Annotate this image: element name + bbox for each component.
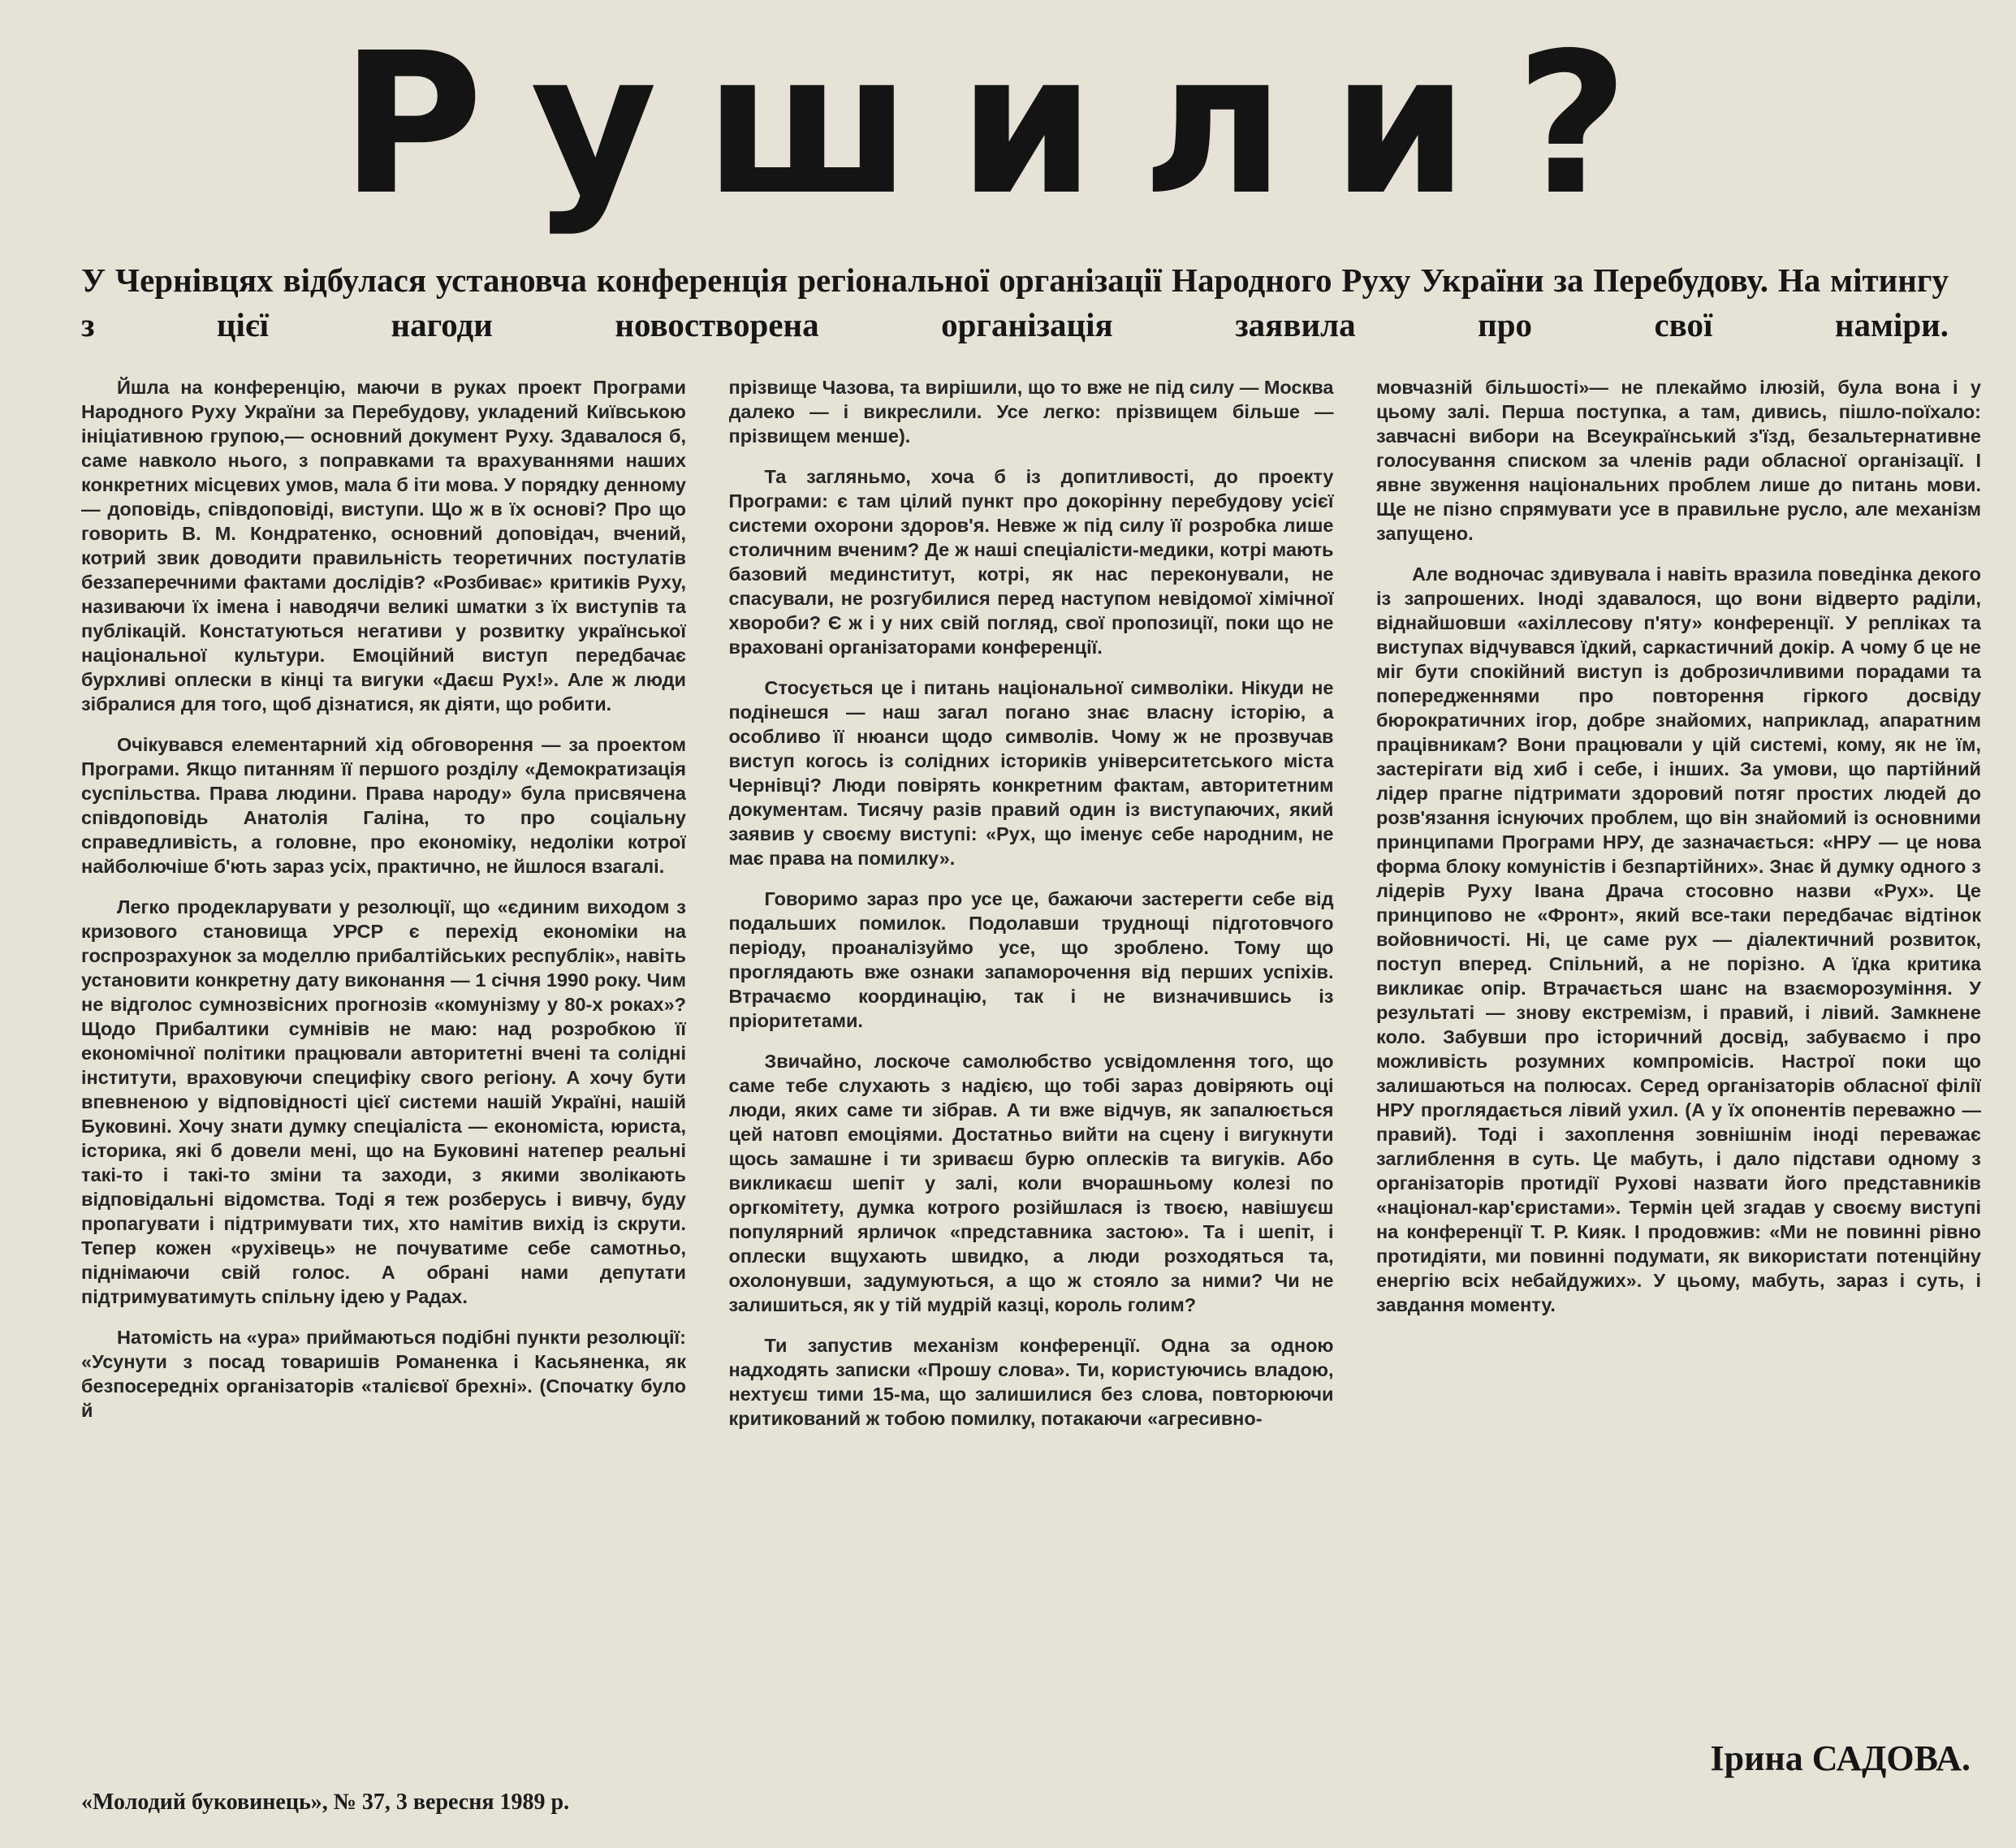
article-column-1	[81, 375, 686, 1772]
author-signature: Ірина САДОВА.	[1710, 1738, 1971, 1778]
paragraph: Та загляньмо, хоча б із допитливості, до проекту Програми: є там цілий пункт про докорінну перебудову усієї системи охорони здоров'я. Невже ж під силу її розробка лише столичним вченим? Де ж наші спеціалісти-медики, котрі мають базовий мединститут, котрі, як нас переконували, не спасували, не розгубилися перед наступом невідомої хімічної хвороби? Є ж і у них свій погляд, свої пропозиції, поки що не враховані організаторами конференції.	[728, 466, 1334, 658]
headline: Рушили?	[340, 11, 1676, 238]
article-columns	[81, 375, 1981, 1772]
paragraph: Стосується це і питань національної символіки. Нікуди не подінешся — наш загал погано знає власну історію, а особливо її нюанси щодо символів. Чому ж не прозвучав виступ когось із солідних істориків університетського міста Чернівці? Люди повірять конкретним фактам, авторитетним документам. Тисячу разів правий один із виступаючих, який заявив у своєму виступі: «Рух, що іменує себе народним, не має права на помилку».	[728, 677, 1334, 869]
article-column-2	[729, 375, 1334, 1772]
paragraph: Звичайно, лоскоче самолюбство усвідомлення того, що саме тебе слухають з надією, що тобі зараз довіряють оці люди, яких саме ти зібрав. А ти вже відчув, як запалюється цей натовп емоціями. Достатньо вийти на сцену і вигукнути щось замашне і ти зриваєш бурю оплесків та вигуків. Або викликаєш шепіт у залі, коли вчорашньому колезі по оргкомітету, думка котрого розійшлася із твоєю, навішуєш популярний ярличок «представника застою». Та і шепіт, і оплески вщухають швидко, а люди розходяться та, охолонувши, задумуються, а що ж стояло за ними? Чи не залишиться, як у тій мудрій казці, король голим?	[728, 1051, 1334, 1315]
lead-text: У Чернівцях відбулася установча конференція регіональної організації Народного Руху України за Перебудову. На мітингу з цієї нагоди новостворена організація заявила про свої наміри.	[81, 261, 1949, 343]
paragraph: Але водночас здивувала і навіть вразила поведінка декого із запрошених. Іноді здавалося, що вони відверто раділи, віднайшовши «ахіллесову п'яту» конференції. У репліках та виступах відчувався їдкий, саркастичний докір. А чому б це не міг бути спокійний виступ із доброзичливими порадами та попередженнями про повторення гіркого досвіду бюрократичних ігор, добре знайомих, наприклад, апаратним працівникам? Вони працювали у цій системі, кому, як не їм, застерігати від хиб і себе, і інших. За умови, що партійний лідер прагне підтримати здоровий потяг простих людей до розв'язання існуючих проблем, що він знайомий із основними принципами Програми НРУ, де зазначається: «НРУ — це нова форма блоку комуністів і безпартійних». Знає й думку одного з лідерів Руху Івана Драча стосовно назви «Рух». Це принципово не «Фронт», який все-таки передбачає відтінок войовничості. Ні, це саме рух — діалектичний розвиток, поступ вперед. Спільний, а не порізно. А їдка критика викликає опір. Втрачається шанс на взаєморозуміння. У результаті — знову екстремізм, і правий, і лівий. Замкнене коло. Забувши про історичний досвід, забуваємо і про можливість розумних компромісів. Настрої поки що залишаються на полюсах. Серед організаторів обласної філії НРУ проглядається лівий ухил. (А у їх опонентів переважно — правий). Тоді і захоплення зовнішнім іноді переважає заглиблення в суть. Це мабуть, і дало підстави одному з організаторів протидії Рухові назвати його представників «націонал-кар'єристами». Термін цей згадав у своєму виступі на конференції Т. Р. Кияк. І продовжив: «Ми не повинні рівно протидіяти, ми повинні подумати, як використати потенційну енергію всіх небайдужих». У цьому, мабуть, зараз і суть, і завдання моменту.	[1376, 563, 1981, 1315]
paragraph: Очікувався елементарний хід обговорення — за проектом Програми. Якщо питанням її першого розділу «Демократизація суспільства. Права людини. Права народу» була присвячена співдоповідь Анатолія Галіна, то про соціальну справедливість, а головне, про економіку, недоліки котрої найболючіше б'ють зараз усіх, практично, не йшлося взагалі.	[81, 734, 686, 877]
paragraph: Легко продекларувати у резолюції, що «єдиним виходом з кризового становища УРСР є перехід економіки на госпрозрахунок за моделлю прибалтійських республік», навіть установити конкретну дату виконання — 1 січня 1990 року. Чим не відголос сумнозвісних прогнозів «комунізму у 80-х роках»? Щодо Прибалтики сумнівів не маю: над розробкою її економічної політики працювали авторитетні вчені та солідні інститути, враховуючи специфіку свого регіону. А хочу бути впевненою у відповідності цієї системи нашій Україні, нашій Буковині. Хочу знати думку спеціаліста — економіста, юриста, історика, які б довели мені, що на Буковині натепер реальні такі-то і такі-то зміни та заходи, з якими зволікають відповідальні відомства. Тоді я теж розберусь і вивчу, буду пропагувати і підтримувати тих, хто намітив вихід із скрути. Тепер кожен «рухівець» не почуватиме себе самотньо, піднімаючи свій голос. А обрані нами депутати підтримуватимуть спільну ідею у Радах.	[81, 896, 686, 1307]
paragraph: Йшла на конференцію, маючи в руках проект Програми Народного Руху України за Перебудову, укладений Київською ініціативною групою,— основний документ Руху. Здавалося б, саме навколо нього, з поправками та врахуваннями наших конкретних місцевих умов, мала б іти мова. У порядку денному — доповідь, співдоповіді, виступи. Що ж в їх основі? Про що говорить В. М. Кондратенко, основний доповідач, вчений, котрий звик доводити правильність теоретичних постулатів беззаперечними фактами дослідів? «Розбиває» критиків Руху, називаючи їх імена і наводячи великі шматки з їх виступів та публікацій. Констатуються негативи у розвитку української національної культури. Емоційний виступ передбачає бурхливі оплески в кінці та вигуки «Даєш Рух!». Але ж люди зібралися для того, щоб дізнатися, як діяти, що робити.	[81, 377, 686, 715]
paragraph: Ти запустив механізм конференції. Одна за одною надходять записки «Прошу слова». Ти, користуючись владою, нехтуєш тими 15-ма, що залишилися без слова, повторюючи критикований ж тобою помилку, потакаючи «агресивно-	[728, 1335, 1334, 1429]
paragraph: Натомість на «ура» приймаються подібні пункти резолюції: «Усунути з посад товаришів Романенка і Касьяненка, як безпосередніх організаторів «талієвої брехні». (Спочатку було й	[81, 1327, 686, 1421]
article-column-3	[1376, 375, 1981, 1772]
paragraph: Говоримо зараз про усе це, бажаючи застерегти себе від подальших помилок. Подолавши труднощі підготовчого періоду, проаналізуймо усе, що зроблено. Тому що проглядають вже ознаки запаморочення від перших успіхів. Втрачаємо координацію, так і не визначившись із пріоритетами.	[728, 888, 1334, 1031]
paragraph: мовчазній більшості»— не плекаймо ілюзій, була вона і у цьому залі. Перша поступка, а там, дивись, пішло-поїхало: завчасні вибори на Всеукраїнський з'їзд, безальтернативне голосування списком за членів ради обласної організації. І явне звуження національних проблем лише до питань мови. Ще не пізно спрямувати усе в правильне русло, але механізм запущено.	[1376, 377, 1981, 544]
paragraph: прізвище Чазова, та вирішили, що то вже не під силу — Москва далеко — і викреслили. Усе легко: прізвищем більше — прізвищем менше).	[728, 377, 1334, 447]
publication-source: «Молодий буковинець», № 37, 3 вересня 1989 р.	[81, 1790, 570, 1815]
lead-paragraph	[81, 258, 1949, 348]
